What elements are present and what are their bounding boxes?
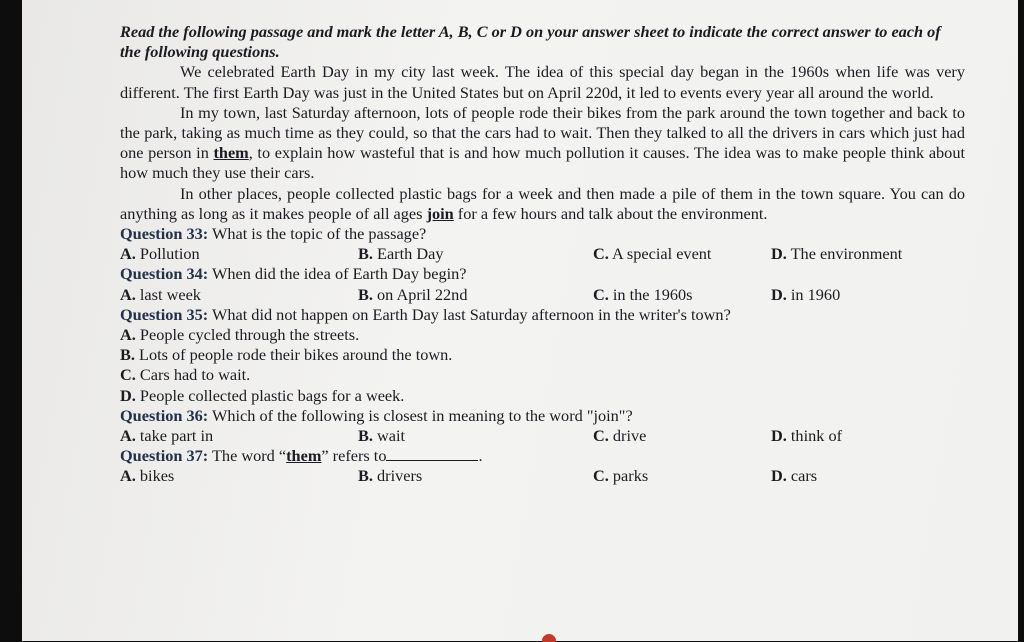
option-a[interactable]: A. bikes <box>120 466 175 486</box>
option-d[interactable]: D. People collected plastic bags for a week. <box>120 385 405 405</box>
question-36: Question 36: Which of the following is closest in meaning to the word "join"? <box>120 405 633 425</box>
option-c[interactable]: C. drive <box>593 426 647 446</box>
underlined-them-q37: them <box>286 446 322 466</box>
underlined-join: join <box>426 203 454 223</box>
option-d[interactable]: D. The environment <box>771 244 903 264</box>
answer-blank[interactable] <box>386 446 478 461</box>
options-36 <box>120 426 965 446</box>
option-b[interactable]: B. Lots of people rode their bikes around the town. <box>120 345 453 365</box>
options-33 <box>120 244 965 264</box>
option-b[interactable]: B. drivers <box>358 466 423 486</box>
question-34: Question 34: When did the idea of Earth Day begin? <box>120 264 467 284</box>
option-a[interactable]: A. last week <box>120 284 201 304</box>
exercise <box>120 22 965 487</box>
paper-sheet <box>22 0 1018 641</box>
options-34 <box>120 285 965 305</box>
option-d[interactable]: D. in 1960 <box>771 284 841 304</box>
question-33: Question 33: What is the topic of the passage? <box>120 224 427 244</box>
question-35: Question 35: What did not happen on Earth Day last Saturday afternoon in the writer's town? <box>120 304 731 324</box>
option-c[interactable]: C. in the 1960s <box>593 284 693 304</box>
option-d[interactable]: D. cars <box>771 466 818 486</box>
option-a[interactable]: A. People cycled through the streets. <box>120 325 360 345</box>
question-37: Question 37: The word “them” refers to . <box>120 446 483 466</box>
option-c[interactable]: C. parks <box>593 466 649 486</box>
paragraph-2: In my town, last Saturday afternoon, lots of people rode their bikes from the park around the town together and back to the park, taking as much time as they could, so that the cars had to wait. Then they talked to all the drivers in cars which just had one person in them, to explain how wasteful that is and how much pollution it causes. The idea was to make people think about how much they use their cars. <box>120 102 965 183</box>
option-d[interactable]: D. think of <box>771 426 843 446</box>
option-c[interactable]: C. A special event <box>593 244 712 264</box>
options-37 <box>120 466 965 486</box>
instructions: Read the following passage and mark the letter A, B, C or D on your answer sheet to indicate the correct answer to each of the following questions. <box>120 22 941 62</box>
option-b[interactable]: B. wait <box>358 426 406 446</box>
option-a[interactable]: A. Pollution <box>120 244 200 264</box>
option-b[interactable]: B. Earth Day <box>358 244 444 264</box>
paragraph-1: We celebrated Earth Day in my city last week. The idea of this special day began in the 1960s when life was very different. The first Earth Day was just in the United States but on April 220d, it led to events every year all around the world. <box>120 62 965 102</box>
paragraph-3: In other places, people collected plastic bags for a week and then made a pile of them in the town square. You can do anything as long as it makes people of all ages join for a few hours and talk about the environment. <box>120 183 965 223</box>
option-a[interactable]: A. take part in <box>120 426 214 446</box>
option-c[interactable]: C. Cars had to wait. <box>120 365 251 385</box>
option-b[interactable]: B. on April 22nd <box>358 284 468 304</box>
underlined-them: them <box>213 143 249 163</box>
